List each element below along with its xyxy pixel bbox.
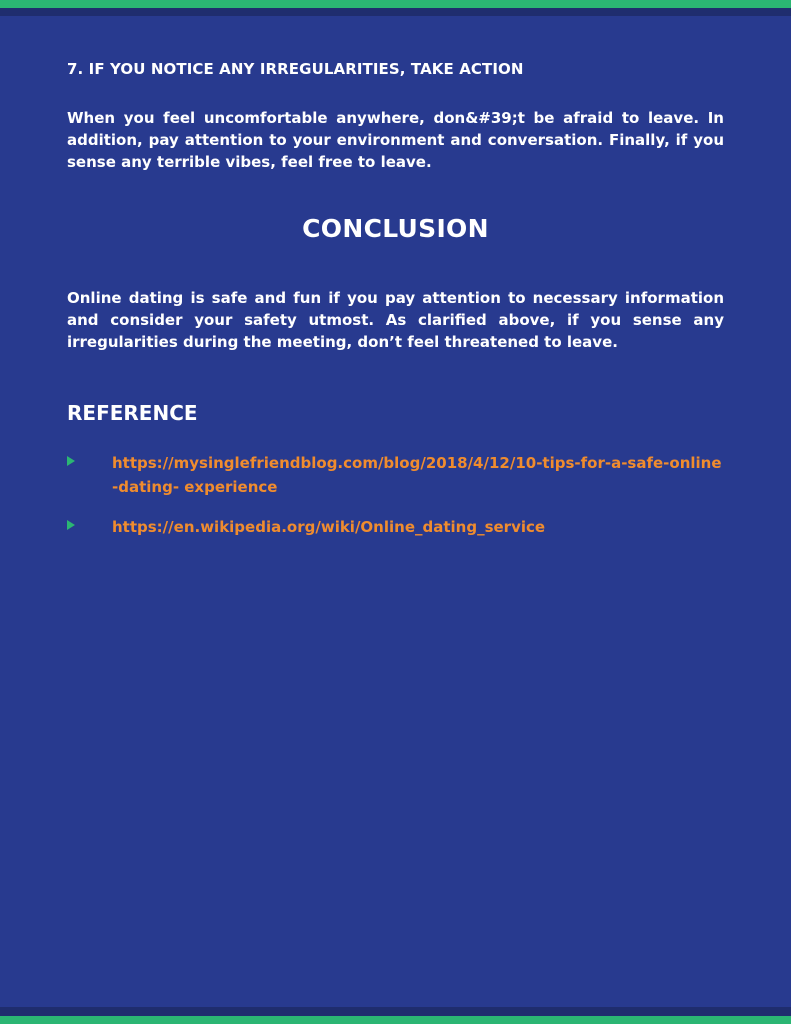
conclusion-title: CONCLUSION [302,214,489,243]
reference-list [67,451,724,539]
conclusion-body: Online dating is safe and fun if you pay attention to necessary information and consider your safety utmost. As clarified above, if you sense any irregularities during the meeting, don’t feel threatened to leave. [67,289,724,351]
top-accent-stripe [0,0,791,8]
reference-link[interactable]: https://mysinglefriendblog.com/blog/2018/4/12/10-tips-for-a-safe-online-dating- experience [112,454,722,496]
section-body: When you feel uncomfortable anywhere, don&#39;t be afraid to leave. In addition, pay attention to your environment and conversation. Finally, if you sense any terrible vibes, feel free to leave. [67,109,724,171]
top-dark-band [0,8,791,16]
triangle-bullet-icon [67,520,75,530]
bottom-accent-stripe [0,1016,791,1024]
reference-title: REFERENCE [67,401,198,425]
reference-item [67,515,724,539]
section-heading: 7. IF YOU NOTICE ANY IRREGULARITIES, TAKE ACTION [67,60,524,78]
reference-link[interactable]: https://en.wikipedia.org/wiki/Online_dating_service [112,518,546,536]
triangle-bullet-icon [67,456,75,466]
bottom-dark-band [0,1007,791,1016]
reference-item [67,451,724,499]
page-content [67,58,724,555]
